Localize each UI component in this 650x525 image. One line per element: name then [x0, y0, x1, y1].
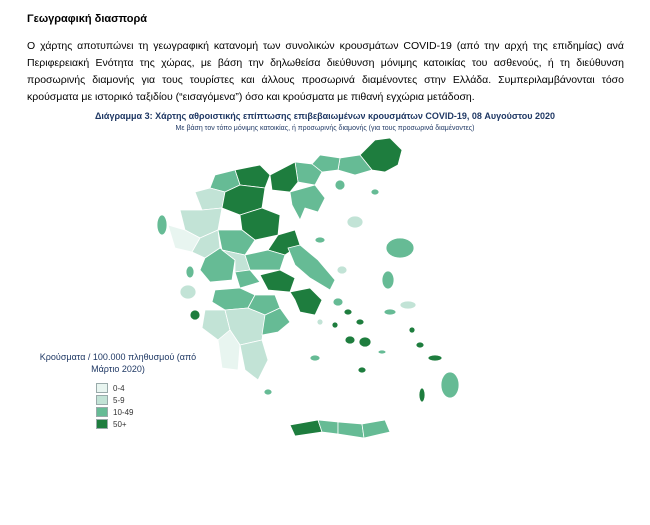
legend-label: 10-49: [113, 407, 134, 417]
map-subtitle: Με βάση τον τόπο μόνιμης κατοικίας, ή προσωρινής διαμονής (για τους προσωρινά διαμένοντες): [175, 125, 475, 132]
region-kalymnos: [416, 342, 424, 348]
legend-title: Κρούσματα / 100.000 πληθυσμού (από Μάρτιο 2020): [39, 352, 197, 374]
legend-label: 50+: [113, 419, 127, 429]
region-lefkada: [186, 266, 194, 278]
region-andros: [333, 298, 343, 306]
region-sporades: [315, 237, 325, 243]
region-kos: [428, 355, 442, 361]
region-karpathos: [419, 388, 425, 402]
region-fthiotida: [245, 250, 285, 270]
region-lakonia: [240, 340, 268, 380]
greece-choropleth-map: [150, 130, 480, 455]
legend-swatch: [96, 383, 108, 393]
region-thessaloniki: [270, 162, 298, 192]
map-title: Διάγραμμα 3: Χάρτης αθροιστικής επίπτωσης επιβεβαιωμένων κρουσμάτων COVID-19, 08 Αυγούστου 2020: [94, 111, 556, 121]
legend-swatch: [96, 419, 108, 429]
region-mykonos: [356, 319, 364, 325]
region-viotia: [260, 270, 295, 292]
region-syros: [332, 322, 338, 328]
region-heraklion: [338, 422, 364, 438]
legend-swatch: [96, 395, 108, 405]
region-paros: [345, 336, 355, 344]
legend-item: [96, 418, 133, 430]
region-naxos: [359, 337, 371, 347]
legend-label: 5-9: [113, 395, 125, 405]
region-lasithi: [362, 420, 390, 438]
legend-item: [96, 406, 133, 418]
section-paragraph: Ο χάρτης αποτυπώνει τη γεωγραφική κατανομή των συνολικών κρουσμάτων COVID-19 (από την αρχή της επιδημίας) ανά Περιφερειακή Ενότητα της χώρας, με βάση την δηλωθείσα διεύθυνση μόνιμης κατοικίας του ασθενούς, ή τη διεύθυνση προσωρινής διαμονής για τους τουρίστες και άλλους προσωρινά διαμένοντες στην Ελλάδα. Συμπεριλαμβάνονται τόσο κρούσματα με ιστορικό ταξιδίου (“εισαγόμενα”) όσο και κρούσματα με πιθανή εγχώρια μετάδοση.: [27, 40, 624, 103]
region-evia: [288, 245, 335, 290]
region-kea: [317, 319, 323, 325]
region-chania: [290, 420, 322, 436]
region-kythira: [264, 389, 272, 395]
region-rhodes: [441, 372, 459, 398]
region-kastoria: [195, 188, 225, 210]
region-skyros: [337, 266, 347, 274]
region-thira: [358, 367, 366, 373]
map-legend: [96, 382, 133, 430]
region-lesvos: [386, 238, 414, 258]
region-patmos: [409, 327, 415, 333]
legend-swatch: [96, 407, 108, 417]
region-limnos: [347, 216, 363, 228]
region-chalkidiki: [290, 185, 325, 220]
legend-item: [96, 394, 133, 406]
legend-item: [96, 382, 133, 394]
region-ikaria: [384, 309, 396, 315]
region-samos: [400, 301, 416, 309]
legend-label: 0-4: [113, 383, 125, 393]
region-amorgos: [378, 350, 386, 354]
section-heading: Γεωγραφική διασπορά: [27, 13, 148, 25]
region-milos: [310, 355, 320, 361]
region-zakynthos: [190, 310, 200, 320]
region-samothraki: [371, 189, 379, 195]
region-tinos: [344, 309, 352, 315]
region-fokida: [235, 270, 260, 288]
region-chios: [382, 271, 394, 289]
region-thasos: [335, 180, 345, 190]
region-corfu: [157, 215, 167, 235]
region-attica: [290, 288, 322, 315]
region-kefalonia: [180, 285, 196, 299]
